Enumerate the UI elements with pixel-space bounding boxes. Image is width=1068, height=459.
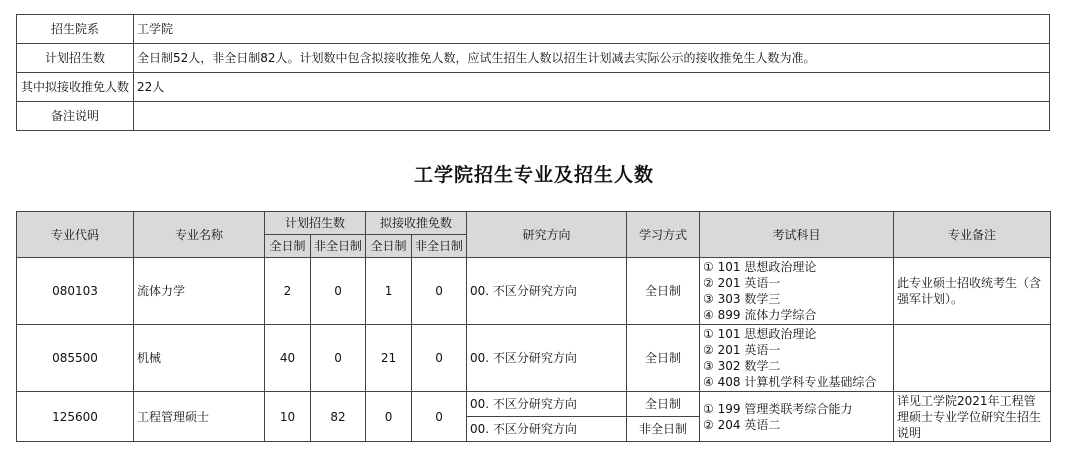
header-plan: 计划招生数 xyxy=(265,212,366,235)
info-label: 计划招生数 xyxy=(17,44,134,73)
table-row xyxy=(17,325,1051,392)
plan-full: 10 xyxy=(265,392,311,442)
major-note: 详见工学院2021年工程管理硕士专业学位研究生招生说明 xyxy=(894,392,1051,442)
table-row xyxy=(17,258,1051,325)
header-direction: 研究方向 xyxy=(467,212,627,258)
direction: 00. 不区分研究方向 xyxy=(467,258,627,325)
header-note: 专业备注 xyxy=(894,212,1051,258)
info-label: 招生院系 xyxy=(17,15,134,44)
subject-item: ④ 408 计算机学科专业基础综合 xyxy=(703,375,877,389)
study-mode: 全日制 xyxy=(627,392,700,417)
exam-subjects xyxy=(700,392,894,442)
header-tuimian: 拟接收推免数 xyxy=(366,212,467,235)
info-value: 工学院 xyxy=(134,15,1050,44)
info-label: 备注说明 xyxy=(17,102,134,131)
info-value: 22人 xyxy=(134,73,1050,102)
info-value: 全日制52人，非全日制82人。计划数中包含拟接收推免人数，应试生招生人数以招生计划减去实际公示的接收推免生人数为准。 xyxy=(134,44,1050,73)
major-code: 125600 xyxy=(17,392,134,442)
direction: 00. 不区分研究方向 xyxy=(467,417,627,442)
tm-part: 0 xyxy=(412,392,467,442)
tm-part: 0 xyxy=(412,325,467,392)
header-plan-part: 非全日制 xyxy=(311,235,366,258)
subject-item: ③ 303 数学三 xyxy=(703,292,781,306)
info-row xyxy=(17,15,1050,44)
major-name: 流体力学 xyxy=(134,258,265,325)
major-note: 此专业硕士招收统考生（含强军计划）。 xyxy=(894,258,1051,325)
tm-full: 21 xyxy=(366,325,412,392)
section-title: 工学院招生专业及招生人数 xyxy=(413,164,654,186)
subject-item: ② 201 英语一 xyxy=(703,343,781,357)
header-tm-full: 全日制 xyxy=(366,235,412,258)
header-row xyxy=(17,212,1051,235)
subject-item: ① 199 管理类联考综合能力 xyxy=(703,401,853,416)
subject-item: ① 101 思想政治理论 xyxy=(703,327,817,341)
tm-full: 0 xyxy=(366,392,412,442)
plan-part: 0 xyxy=(311,258,366,325)
admission-info-table xyxy=(16,14,1050,131)
header-tm-part: 非全日制 xyxy=(412,235,467,258)
major-code: 085500 xyxy=(17,325,134,392)
subject-item: ④ 899 流体力学综合 xyxy=(703,308,817,322)
tm-full: 1 xyxy=(366,258,412,325)
exam-subjects xyxy=(700,325,894,392)
header-mode: 学习方式 xyxy=(627,212,700,258)
direction: 00. 不区分研究方向 xyxy=(467,325,627,392)
subject-item: ③ 302 数学二 xyxy=(703,359,781,373)
header-plan-full: 全日制 xyxy=(265,235,311,258)
major-name: 机械 xyxy=(134,325,265,392)
plan-part: 82 xyxy=(311,392,366,442)
direction: 00. 不区分研究方向 xyxy=(467,392,627,417)
major-note xyxy=(894,325,1051,392)
header-name: 专业名称 xyxy=(134,212,265,258)
subject-item: ① 101 思想政治理论 xyxy=(703,260,817,274)
majors-table xyxy=(16,211,1051,442)
study-mode: 全日制 xyxy=(627,325,700,392)
plan-full: 2 xyxy=(265,258,311,325)
tm-part: 0 xyxy=(412,258,467,325)
info-row xyxy=(17,44,1050,73)
header-subjects: 考试科目 xyxy=(700,212,894,258)
info-row xyxy=(17,102,1050,131)
major-code: 080103 xyxy=(17,258,134,325)
subject-item: ② 204 英语二 xyxy=(703,417,781,432)
study-mode: 全日制 xyxy=(627,258,700,325)
info-row xyxy=(17,73,1050,102)
exam-subjects xyxy=(700,258,894,325)
plan-full: 40 xyxy=(265,325,311,392)
plan-part: 0 xyxy=(311,325,366,392)
info-value xyxy=(134,102,1050,131)
subject-item: ② 201 英语一 xyxy=(703,276,781,290)
major-name: 工程管理硕士 xyxy=(134,392,265,442)
table-row xyxy=(17,392,1051,417)
study-mode: 非全日制 xyxy=(627,417,700,442)
info-label: 其中拟接收推免人数 xyxy=(17,73,134,102)
header-code: 专业代码 xyxy=(17,212,134,258)
